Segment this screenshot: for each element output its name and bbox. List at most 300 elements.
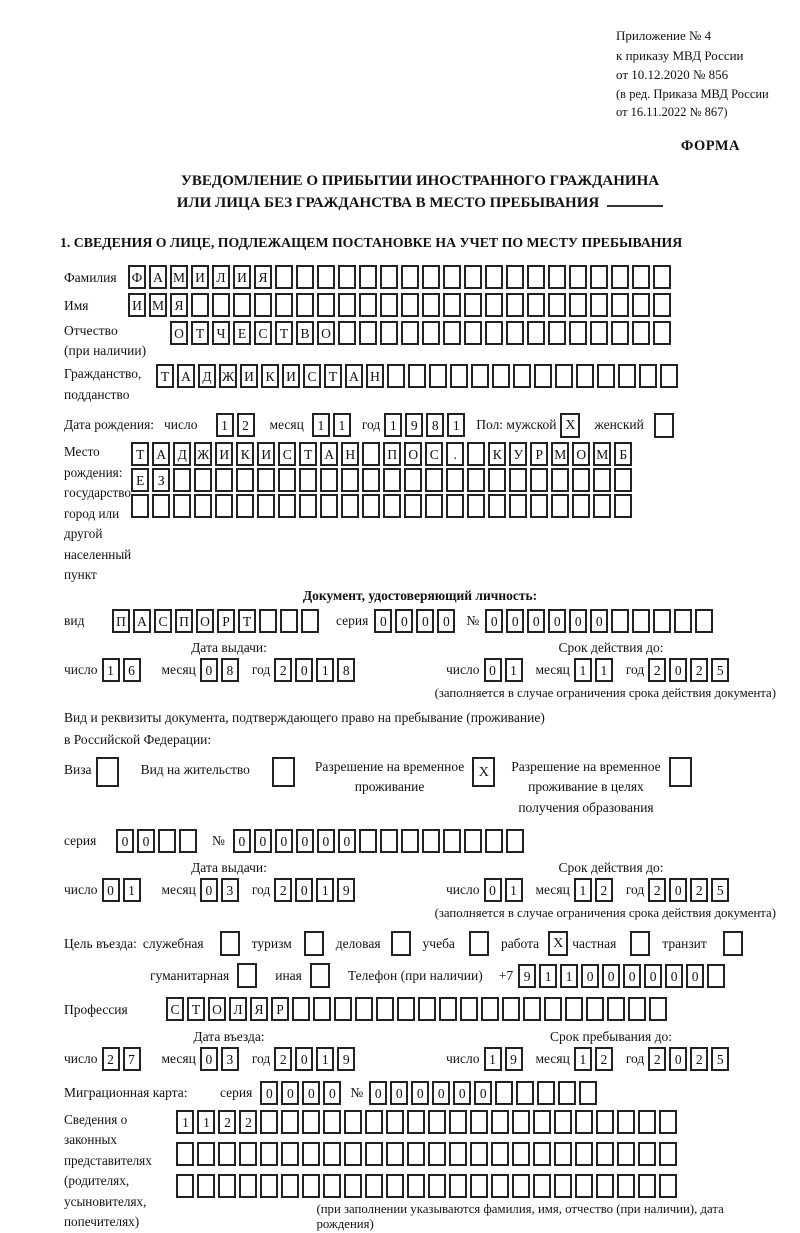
char-box[interactable]: 5: [711, 658, 729, 682]
char-box[interactable]: 1: [505, 658, 523, 682]
char-box[interactable]: [617, 1142, 635, 1166]
char-box[interactable]: [470, 1174, 488, 1198]
purpose-business-checkbox[interactable]: [391, 931, 411, 956]
char-box[interactable]: 0: [233, 829, 251, 853]
char-box[interactable]: [215, 468, 233, 492]
char-box[interactable]: [338, 293, 356, 317]
char-box[interactable]: [513, 364, 531, 388]
char-box[interactable]: О: [170, 321, 188, 345]
char-box[interactable]: 0: [669, 658, 687, 682]
char-box[interactable]: [509, 468, 527, 492]
char-box[interactable]: [464, 829, 482, 853]
char-box[interactable]: 0: [485, 609, 503, 633]
char-box[interactable]: [449, 1174, 467, 1198]
char-box[interactable]: 0: [623, 964, 641, 988]
char-box[interactable]: 0: [200, 878, 218, 902]
purpose-study-checkbox[interactable]: [469, 931, 489, 956]
char-box[interactable]: 1: [484, 1047, 502, 1071]
char-box[interactable]: [618, 364, 636, 388]
char-box[interactable]: [449, 1142, 467, 1166]
purpose-private-checkbox[interactable]: [630, 931, 650, 956]
char-box[interactable]: 0: [474, 1081, 492, 1105]
char-box[interactable]: [491, 1110, 509, 1134]
char-box[interactable]: А: [320, 442, 338, 466]
char-box[interactable]: [488, 494, 506, 518]
char-box[interactable]: [653, 609, 671, 633]
char-box[interactable]: 0: [665, 964, 683, 988]
char-box[interactable]: [554, 1174, 572, 1198]
char-box[interactable]: 2: [274, 1047, 292, 1071]
char-box[interactable]: 1: [316, 1047, 334, 1071]
char-box[interactable]: [611, 609, 629, 633]
char-box[interactable]: [491, 1174, 509, 1198]
char-box[interactable]: [579, 1081, 597, 1105]
char-box[interactable]: 2: [595, 1047, 613, 1071]
char-box[interactable]: 8: [426, 413, 444, 437]
char-box[interactable]: [638, 1142, 656, 1166]
char-box[interactable]: [422, 829, 440, 853]
char-box[interactable]: [365, 1110, 383, 1134]
char-box[interactable]: 1: [447, 413, 465, 437]
char-box[interactable]: 0: [137, 829, 155, 853]
char-box[interactable]: 1: [216, 413, 234, 437]
char-box[interactable]: С: [278, 442, 296, 466]
char-box[interactable]: [674, 609, 692, 633]
char-box[interactable]: [197, 1142, 215, 1166]
purpose-tourism-checkbox[interactable]: [304, 931, 324, 956]
char-box[interactable]: [488, 468, 506, 492]
char-box[interactable]: А: [149, 265, 167, 289]
char-box[interactable]: [481, 997, 499, 1021]
char-box[interactable]: [380, 265, 398, 289]
char-box[interactable]: [158, 829, 176, 853]
char-box[interactable]: 0: [669, 1047, 687, 1071]
char-box[interactable]: [344, 1110, 362, 1134]
char-box[interactable]: И: [191, 265, 209, 289]
char-box[interactable]: Л: [212, 265, 230, 289]
char-box[interactable]: 2: [239, 1110, 257, 1134]
char-box[interactable]: [212, 293, 230, 317]
char-box[interactable]: З: [152, 468, 170, 492]
char-box[interactable]: 0: [260, 1081, 278, 1105]
char-box[interactable]: [380, 293, 398, 317]
char-box[interactable]: 0: [275, 829, 293, 853]
char-box[interactable]: [506, 321, 524, 345]
char-box[interactable]: 0: [590, 609, 608, 633]
char-box[interactable]: 0: [437, 609, 455, 633]
char-box[interactable]: [365, 1142, 383, 1166]
char-box[interactable]: 5: [711, 878, 729, 902]
char-box[interactable]: [365, 1174, 383, 1198]
char-box[interactable]: [512, 1110, 530, 1134]
char-box[interactable]: [575, 1174, 593, 1198]
char-box[interactable]: Я: [170, 293, 188, 317]
char-box[interactable]: [443, 321, 461, 345]
char-box[interactable]: 0: [374, 609, 392, 633]
char-box[interactable]: Ч: [212, 321, 230, 345]
char-box[interactable]: [278, 494, 296, 518]
char-box[interactable]: 0: [527, 609, 545, 633]
char-box[interactable]: [446, 494, 464, 518]
char-box[interactable]: [558, 1081, 576, 1105]
char-box[interactable]: 1: [123, 878, 141, 902]
char-box[interactable]: [470, 1142, 488, 1166]
char-box[interactable]: [485, 265, 503, 289]
char-box[interactable]: [506, 293, 524, 317]
char-box[interactable]: [275, 293, 293, 317]
char-box[interactable]: 1: [595, 658, 613, 682]
char-box[interactable]: Ж: [194, 442, 212, 466]
char-box[interactable]: [659, 1174, 677, 1198]
char-box[interactable]: О: [404, 442, 422, 466]
char-box[interactable]: [590, 265, 608, 289]
char-box[interactable]: 0: [317, 829, 335, 853]
char-box[interactable]: [323, 1142, 341, 1166]
char-box[interactable]: С: [166, 997, 184, 1021]
char-box[interactable]: [695, 609, 713, 633]
char-box[interactable]: [281, 1174, 299, 1198]
char-box[interactable]: 0: [295, 1047, 313, 1071]
purpose-transit-checkbox[interactable]: [723, 931, 743, 956]
char-box[interactable]: [173, 494, 191, 518]
char-box[interactable]: О: [317, 321, 335, 345]
char-box[interactable]: [397, 997, 415, 1021]
char-box[interactable]: [575, 1142, 593, 1166]
char-box[interactable]: 6: [123, 658, 141, 682]
char-box[interactable]: [359, 321, 377, 345]
char-box[interactable]: [607, 997, 625, 1021]
char-box[interactable]: М: [551, 442, 569, 466]
char-box[interactable]: 9: [505, 1047, 523, 1071]
char-box[interactable]: [485, 321, 503, 345]
char-box[interactable]: Я: [250, 997, 268, 1021]
char-box[interactable]: [492, 364, 510, 388]
char-box[interactable]: [653, 293, 671, 317]
char-box[interactable]: А: [177, 364, 195, 388]
residence-permit-checkbox[interactable]: [272, 757, 295, 787]
char-box[interactable]: [386, 1142, 404, 1166]
char-box[interactable]: [653, 321, 671, 345]
char-box[interactable]: [533, 1174, 551, 1198]
char-box[interactable]: О: [196, 609, 214, 633]
char-box[interactable]: Н: [366, 364, 384, 388]
char-box[interactable]: [632, 293, 650, 317]
char-box[interactable]: 9: [518, 964, 536, 988]
char-box[interactable]: [572, 494, 590, 518]
char-box[interactable]: 0: [281, 1081, 299, 1105]
char-box[interactable]: Т: [131, 442, 149, 466]
char-box[interactable]: [446, 468, 464, 492]
char-box[interactable]: 1: [539, 964, 557, 988]
char-box[interactable]: [467, 494, 485, 518]
char-box[interactable]: [191, 293, 209, 317]
char-box[interactable]: [359, 265, 377, 289]
char-box[interactable]: [341, 494, 359, 518]
char-box[interactable]: [632, 609, 650, 633]
char-box[interactable]: И: [282, 364, 300, 388]
char-box[interactable]: [239, 1142, 257, 1166]
char-box[interactable]: [197, 1174, 215, 1198]
char-box[interactable]: 9: [337, 1047, 355, 1071]
char-box[interactable]: 2: [274, 878, 292, 902]
char-box[interactable]: Т: [187, 997, 205, 1021]
char-box[interactable]: 3: [221, 878, 239, 902]
char-box[interactable]: [512, 1174, 530, 1198]
char-box[interactable]: [632, 321, 650, 345]
char-box[interactable]: [292, 997, 310, 1021]
char-box[interactable]: С: [254, 321, 272, 345]
char-box[interactable]: [407, 1110, 425, 1134]
char-box[interactable]: [407, 1174, 425, 1198]
char-box[interactable]: [259, 609, 277, 633]
char-box[interactable]: [659, 1110, 677, 1134]
char-box[interactable]: 0: [484, 878, 502, 902]
char-box[interactable]: 1: [574, 1047, 592, 1071]
char-box[interactable]: [362, 494, 380, 518]
char-box[interactable]: [565, 997, 583, 1021]
char-box[interactable]: [659, 1142, 677, 1166]
char-box[interactable]: П: [383, 442, 401, 466]
char-box[interactable]: [302, 1110, 320, 1134]
char-box[interactable]: 2: [595, 878, 613, 902]
char-box[interactable]: 0: [395, 609, 413, 633]
char-box[interactable]: [509, 494, 527, 518]
char-box[interactable]: 0: [323, 1081, 341, 1105]
char-box[interactable]: 8: [337, 658, 355, 682]
char-box[interactable]: [502, 997, 520, 1021]
char-box[interactable]: Р: [530, 442, 548, 466]
char-box[interactable]: 1: [176, 1110, 194, 1134]
char-box[interactable]: [467, 442, 485, 466]
char-box[interactable]: [638, 1174, 656, 1198]
char-box[interactable]: [281, 1142, 299, 1166]
char-box[interactable]: 1: [316, 658, 334, 682]
char-box[interactable]: [544, 997, 562, 1021]
char-box[interactable]: [485, 293, 503, 317]
char-box[interactable]: [506, 265, 524, 289]
char-box[interactable]: [449, 1110, 467, 1134]
char-box[interactable]: 2: [690, 878, 708, 902]
char-box[interactable]: [383, 494, 401, 518]
char-box[interactable]: [533, 1110, 551, 1134]
char-box[interactable]: [597, 364, 615, 388]
char-box[interactable]: [569, 321, 587, 345]
char-box[interactable]: [530, 494, 548, 518]
char-box[interactable]: [383, 468, 401, 492]
char-box[interactable]: [260, 1142, 278, 1166]
char-box[interactable]: [280, 609, 298, 633]
char-box[interactable]: 1: [384, 413, 402, 437]
char-box[interactable]: Т: [191, 321, 209, 345]
char-box[interactable]: [614, 468, 632, 492]
char-box[interactable]: Т: [299, 442, 317, 466]
char-box[interactable]: [359, 829, 377, 853]
char-box[interactable]: [467, 468, 485, 492]
char-box[interactable]: [179, 829, 197, 853]
char-box[interactable]: [233, 293, 251, 317]
char-box[interactable]: Я: [254, 265, 272, 289]
char-box[interactable]: 0: [296, 829, 314, 853]
char-box[interactable]: [527, 293, 545, 317]
char-box[interactable]: [596, 1110, 614, 1134]
char-box[interactable]: [401, 829, 419, 853]
char-box[interactable]: [611, 265, 629, 289]
char-box[interactable]: [401, 321, 419, 345]
char-box[interactable]: 8: [221, 658, 239, 682]
purpose-other-checkbox[interactable]: [310, 963, 330, 988]
char-box[interactable]: 2: [648, 658, 666, 682]
char-box[interactable]: [320, 468, 338, 492]
char-box[interactable]: [575, 1110, 593, 1134]
char-box[interactable]: [590, 293, 608, 317]
char-box[interactable]: 0: [295, 878, 313, 902]
char-box[interactable]: [470, 1110, 488, 1134]
char-box[interactable]: [334, 997, 352, 1021]
char-box[interactable]: К: [261, 364, 279, 388]
char-box[interactable]: [639, 364, 657, 388]
char-box[interactable]: [296, 293, 314, 317]
char-box[interactable]: [260, 1110, 278, 1134]
char-box[interactable]: [537, 1081, 555, 1105]
char-box[interactable]: У: [509, 442, 527, 466]
char-box[interactable]: [516, 1081, 534, 1105]
char-box[interactable]: 1: [316, 878, 334, 902]
char-box[interactable]: [299, 468, 317, 492]
char-box[interactable]: [611, 321, 629, 345]
char-box[interactable]: [296, 265, 314, 289]
char-box[interactable]: [611, 293, 629, 317]
char-box[interactable]: 2: [237, 413, 255, 437]
char-box[interactable]: [638, 1110, 656, 1134]
char-box[interactable]: [344, 1142, 362, 1166]
char-box[interactable]: [443, 265, 461, 289]
char-box[interactable]: 1: [560, 964, 578, 988]
char-box[interactable]: [590, 321, 608, 345]
char-box[interactable]: 0: [602, 964, 620, 988]
char-box[interactable]: [593, 494, 611, 518]
char-box[interactable]: 2: [274, 658, 292, 682]
char-box[interactable]: Р: [217, 609, 235, 633]
char-box[interactable]: [512, 1142, 530, 1166]
char-box[interactable]: [376, 997, 394, 1021]
char-box[interactable]: 0: [200, 658, 218, 682]
char-box[interactable]: [422, 321, 440, 345]
char-box[interactable]: [569, 293, 587, 317]
char-box[interactable]: [408, 364, 426, 388]
char-box[interactable]: Ж: [219, 364, 237, 388]
char-box[interactable]: [215, 494, 233, 518]
char-box[interactable]: Т: [238, 609, 256, 633]
char-box[interactable]: [301, 609, 319, 633]
char-box[interactable]: [401, 265, 419, 289]
char-box[interactable]: [530, 468, 548, 492]
char-box[interactable]: И: [240, 364, 258, 388]
char-box[interactable]: [302, 1174, 320, 1198]
char-box[interactable]: [257, 468, 275, 492]
char-box[interactable]: [428, 1110, 446, 1134]
char-box[interactable]: 0: [254, 829, 272, 853]
char-box[interactable]: 0: [102, 878, 120, 902]
char-box[interactable]: Ф: [128, 265, 146, 289]
char-box[interactable]: [495, 1081, 513, 1105]
char-box[interactable]: [173, 468, 191, 492]
char-box[interactable]: [387, 364, 405, 388]
char-box[interactable]: [460, 997, 478, 1021]
char-box[interactable]: [275, 265, 293, 289]
char-box[interactable]: 1: [505, 878, 523, 902]
char-box[interactable]: 0: [506, 609, 524, 633]
char-box[interactable]: О: [208, 997, 226, 1021]
char-box[interactable]: 9: [405, 413, 423, 437]
char-box[interactable]: [548, 265, 566, 289]
char-box[interactable]: 0: [338, 829, 356, 853]
char-box[interactable]: [707, 964, 725, 988]
char-box[interactable]: Д: [198, 364, 216, 388]
char-box[interactable]: [404, 468, 422, 492]
char-box[interactable]: [254, 293, 272, 317]
char-box[interactable]: [341, 468, 359, 492]
char-box[interactable]: [278, 468, 296, 492]
char-box[interactable]: [422, 293, 440, 317]
char-box[interactable]: 0: [411, 1081, 429, 1105]
char-box[interactable]: [593, 468, 611, 492]
char-box[interactable]: 2: [648, 878, 666, 902]
char-box[interactable]: 0: [432, 1081, 450, 1105]
char-box[interactable]: [380, 829, 398, 853]
temp-residence-education-checkbox[interactable]: [669, 757, 692, 787]
char-box[interactable]: О: [572, 442, 590, 466]
char-box[interactable]: .: [446, 442, 464, 466]
char-box[interactable]: [152, 494, 170, 518]
char-box[interactable]: 0: [302, 1081, 320, 1105]
char-box[interactable]: [131, 494, 149, 518]
char-box[interactable]: Н: [341, 442, 359, 466]
char-box[interactable]: [239, 1174, 257, 1198]
char-box[interactable]: [281, 1110, 299, 1134]
char-box[interactable]: [313, 997, 331, 1021]
char-box[interactable]: Е: [233, 321, 251, 345]
char-box[interactable]: Т: [275, 321, 293, 345]
char-box[interactable]: 0: [390, 1081, 408, 1105]
char-box[interactable]: [176, 1174, 194, 1198]
char-box[interactable]: [548, 321, 566, 345]
char-box[interactable]: [404, 494, 422, 518]
char-box[interactable]: [355, 997, 373, 1021]
char-box[interactable]: 0: [686, 964, 704, 988]
char-box[interactable]: [317, 265, 335, 289]
char-box[interactable]: [569, 265, 587, 289]
char-box[interactable]: 2: [648, 1047, 666, 1071]
char-box[interactable]: С: [303, 364, 321, 388]
char-box[interactable]: [362, 442, 380, 466]
char-box[interactable]: [218, 1174, 236, 1198]
char-box[interactable]: [317, 293, 335, 317]
char-box[interactable]: [554, 1142, 572, 1166]
char-box[interactable]: [439, 997, 457, 1021]
char-box[interactable]: [401, 293, 419, 317]
char-box[interactable]: [617, 1110, 635, 1134]
char-box[interactable]: 1: [574, 658, 592, 682]
char-box[interactable]: [443, 293, 461, 317]
char-box[interactable]: [491, 1142, 509, 1166]
char-box[interactable]: [338, 265, 356, 289]
char-box[interactable]: [422, 265, 440, 289]
char-box[interactable]: И: [233, 265, 251, 289]
char-box[interactable]: [323, 1110, 341, 1134]
char-box[interactable]: [628, 997, 646, 1021]
char-box[interactable]: 0: [569, 609, 587, 633]
char-box[interactable]: 0: [669, 878, 687, 902]
